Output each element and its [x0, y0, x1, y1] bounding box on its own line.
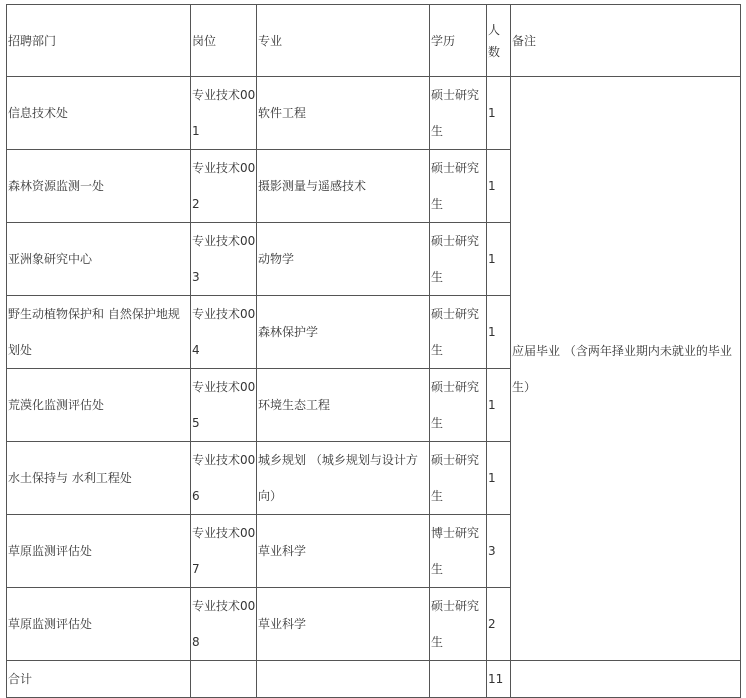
major-cell: 软件工程 [257, 77, 430, 150]
post-cell: 专业技术008 [191, 588, 257, 661]
dept-cell: 水土保持与 水利工程处 [7, 442, 191, 515]
major-cell: 城乡规划 （城乡规划与设计方向） [257, 442, 430, 515]
edu-cell: 硕士研究生 [430, 77, 487, 150]
header-dept: 招聘部门 [7, 5, 191, 77]
header-note: 备注 [511, 5, 741, 77]
dept-cell: 野生动植物保护和 自然保护地规划处 [7, 296, 191, 369]
count-cell: 3 [487, 515, 511, 588]
dept-cell: 草原监测评估处 [7, 588, 191, 661]
dept-cell: 荒漠化监测评估处 [7, 369, 191, 442]
count-cell: 1 [487, 77, 511, 150]
edu-cell: 硕士研究生 [430, 442, 487, 515]
post-cell: 专业技术007 [191, 515, 257, 588]
header-post: 岗位 [191, 5, 257, 77]
edu-cell: 硕士研究生 [430, 150, 487, 223]
major-cell: 森林保护学 [257, 296, 430, 369]
dept-cell: 草原监测评估处 [7, 515, 191, 588]
major-cell: 草业科学 [257, 588, 430, 661]
header-edu: 学历 [430, 5, 487, 77]
post-cell: 专业技术005 [191, 369, 257, 442]
dept-cell: 森林资源监测一处 [7, 150, 191, 223]
header-row [7, 5, 741, 77]
post-cell: 专业技术003 [191, 223, 257, 296]
count-cell: 1 [487, 223, 511, 296]
table-row [7, 77, 741, 150]
count-cell: 1 [487, 150, 511, 223]
count-cell: 2 [487, 588, 511, 661]
total-count: 11 [487, 661, 511, 698]
count-cell: 1 [487, 296, 511, 369]
total-empty-major [257, 661, 430, 698]
header-major: 专业 [257, 5, 430, 77]
count-cell: 1 [487, 442, 511, 515]
header-count: 人数 [487, 5, 511, 77]
post-cell: 专业技术002 [191, 150, 257, 223]
post-cell: 专业技术004 [191, 296, 257, 369]
post-cell: 专业技术006 [191, 442, 257, 515]
edu-cell: 博士研究生 [430, 515, 487, 588]
dept-cell: 信息技术处 [7, 77, 191, 150]
major-cell: 动物学 [257, 223, 430, 296]
total-empty-note [511, 661, 741, 698]
edu-cell: 硕士研究生 [430, 296, 487, 369]
total-empty-edu [430, 661, 487, 698]
note-cell: 应届毕业 （含两年择业期内未就业的毕业生） [511, 77, 741, 661]
major-cell: 摄影测量与遥感技术 [257, 150, 430, 223]
count-cell: 1 [487, 369, 511, 442]
post-cell: 专业技术001 [191, 77, 257, 150]
edu-cell: 硕士研究生 [430, 369, 487, 442]
edu-cell: 硕士研究生 [430, 588, 487, 661]
recruitment-table [6, 4, 741, 698]
major-cell: 草业科学 [257, 515, 430, 588]
total-empty-post [191, 661, 257, 698]
total-label: 合计 [7, 661, 191, 698]
edu-cell: 硕士研究生 [430, 223, 487, 296]
total-row [7, 661, 741, 698]
dept-cell: 亚洲象研究中心 [7, 223, 191, 296]
major-cell: 环境生态工程 [257, 369, 430, 442]
